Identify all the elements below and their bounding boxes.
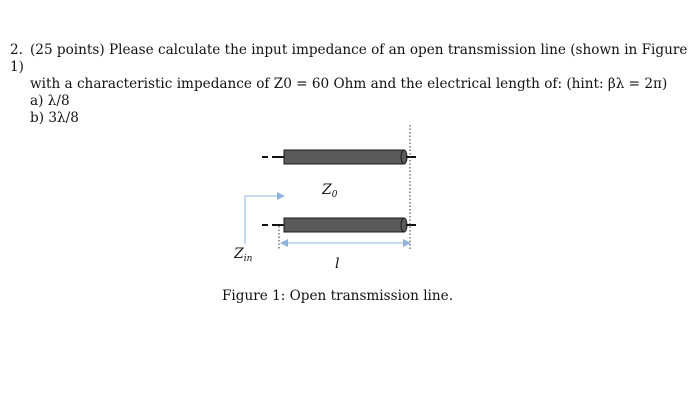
zin-arrow [245, 196, 284, 244]
length-label: l [335, 256, 340, 272]
figure-caption: Figure 1: Open transmission line. [222, 288, 454, 304]
upper-conductor [262, 150, 416, 164]
problem-text-line-2: with a characteristic impedance of Z0 = 60 Ohm and the electrical length of: (hint: βλ = 2π) [30, 76, 668, 92]
part-a-label: a) [30, 93, 44, 109]
problem-text-line-1: (25 points) Please calculate the input impedance of an open transmission line (shown in Figure 1) [10, 42, 688, 75]
zin-label: $Z_{in}$ [234, 246, 253, 264]
z0-label: $Z_0$ [322, 182, 338, 200]
part-b-value: 3λ/8 [48, 110, 79, 126]
part-b-label: b) [30, 110, 45, 126]
lower-conductor [262, 218, 416, 232]
problem-number: 2. [10, 42, 23, 58]
part-a-value: λ/8 [47, 93, 70, 109]
